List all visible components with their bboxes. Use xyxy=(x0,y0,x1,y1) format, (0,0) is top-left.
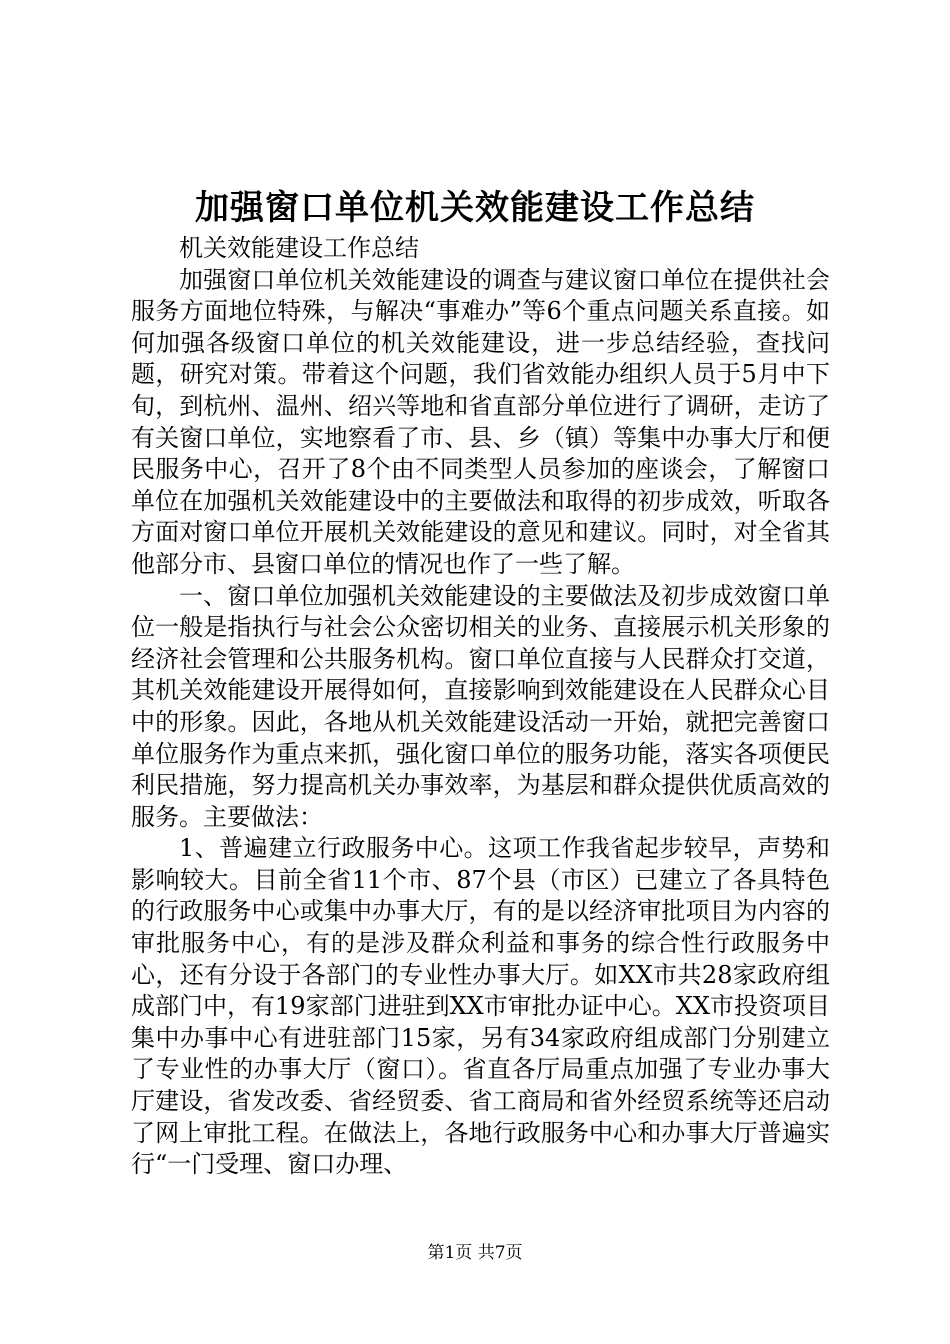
document-subtitle: 机关效能建设工作总结 xyxy=(179,234,419,262)
page-number-footer: 第1页 共7页 xyxy=(427,1243,523,1263)
body-paragraph-1: 加强窗口单位机关效能建设的调查与建议窗口单位在提供社会服务方面地位特殊，与解决“事难办”等6个重点问题关系直接。如何加强各级窗口单位的机关效能建设，进一步总结经验，查找问题，研究对策。带着这个问题，我们省效能办组织人员于5月中下旬，到杭州、温州、绍兴等地和省直部分单位进行了调研，走访了有关窗口单位，实地察看了市、县、乡（镇）等集中办事大厅和便民服务中心，召开了8个由不同类型人员参加的座谈会，了解窗口单位在加强机关效能建设中的主要做法和取得的初步成效，听取各方面对窗口单位开展机关效能建设的意见和建议。同时，对全省其他部分市、县窗口单位的情况也作了一些了解。 xyxy=(131,265,830,578)
document-title: 加强窗口单位机关效能建设工作总结 xyxy=(195,188,755,228)
body-paragraph-3: 1、普遍建立行政服务中心。这项工作我省起步较早，声势和影响较大。目前全省11个市、87个县（市区）已建立了各具特色的行政服务中心或集中办事大厅，有的是以经济审批项目为内容的审批服务中心，有的是涉及群众利益和事务的综合性行政服务中心，还有分设于各部门的专业性办事大厅。如XX市共28家政府组成部门中，有19家部门进驻到XX市审批办证中心。XX市投资项目集中办事中心有进驻部门15家，另有34家政府组成部门分别建立了专业性的办事大厅（窗口）。省直各厅局重点加强了专业办事大厅建设，省发改委、省经贸委、省工商局和省外经贸系统等还启动了网上审批工程。在做法上，各地行政服务中心和办事大厅普遍实行“一门受理、窗口办理、 xyxy=(131,834,830,1179)
body-paragraph-2: 一、窗口单位加强机关效能建设的主要做法及初步成效窗口单位一般是指执行与社会公众密切相关的业务、直接展示机关形象的经济社会管理和公共服务机构。窗口单位直接与人民群众打交道，其机关效能建设开展得如何，直接影响到效能建设在人民群众心目中的形象。因此，各地从机关效能建设活动一开始，就把完善窗口单位服务作为重点来抓，强化窗口单位的服务功能，落实各项便民利民措施，努力提高机关办事效率，为基层和群众提供优质高效的服务。主要做法： xyxy=(131,581,830,831)
document-body xyxy=(131,233,830,1181)
